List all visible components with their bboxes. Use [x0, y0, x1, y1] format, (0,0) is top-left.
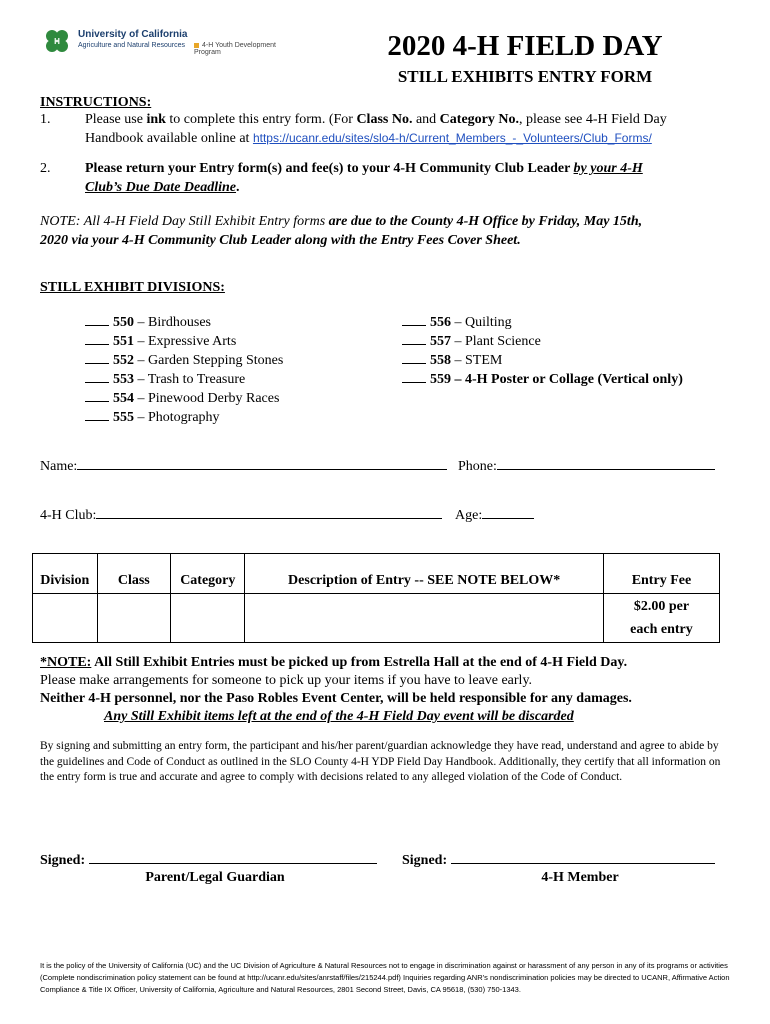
- checkbox-blank[interactable]: [85, 332, 109, 345]
- class-cell[interactable]: [97, 594, 171, 643]
- checkbox-blank[interactable]: [402, 332, 426, 345]
- division-555[interactable]: 555 – Photography: [85, 408, 283, 427]
- agreement-text: By signing and submitting an entry form, the participant and his/her parent/guardian acknowledge they have read, understand and agree to abide by the guidelines and Code of Conduct as outlined in the SLO County 4-H YDP Field Day Handbook. Additionally, they certify that all information on the entry form is true and accurate and agree to comply with decisions related to any alleged violation of the Code of Conduct.: [40, 740, 721, 783]
- division-553[interactable]: 553 – Trash to Treasure: [85, 370, 283, 389]
- checkbox-blank[interactable]: [85, 370, 109, 383]
- org-subname: Agriculture and Natural Resources: [78, 42, 185, 49]
- member-caption: 4-H Member: [541, 870, 619, 885]
- age-field[interactable]: [455, 504, 534, 525]
- checkbox-blank[interactable]: [402, 351, 426, 364]
- instruction-1: Please use ink to complete this entry form. (For Class No. and Category No., please see 4-H Field Day Handbook available online at https://ucanr.edu/sites/slo4-h/Current_Members_-_Volunteers/Club_Forms/: [85, 112, 667, 146]
- name-input-line[interactable]: [77, 455, 447, 470]
- instructions-heading: INSTRUCTIONS:: [40, 95, 152, 110]
- page-title: 2020 4-H FIELD DAY: [387, 30, 663, 62]
- division-557[interactable]: 557 – Plant Science: [402, 332, 683, 351]
- due-date-note: NOTE: All 4-H Field Day Still Exhibit Entry forms are due to the County 4-H Office by Friday, May 15th, 2020 via your 4-H Community Club Leader along with the Entry Fees Cover Sheet.: [40, 214, 643, 248]
- org-name: University of California: [78, 29, 188, 40]
- table-row: [33, 594, 720, 643]
- age-label: Age:: [455, 508, 483, 523]
- phone-field[interactable]: [458, 455, 715, 476]
- parent-caption: Parent/Legal Guardian: [145, 870, 285, 885]
- header-category: Category: [171, 554, 245, 594]
- division-cell[interactable]: [33, 594, 98, 643]
- division-550[interactable]: 550 – Birdhouses: [85, 313, 283, 332]
- pickup-notice: *NOTE: All Still Exhibit Entries must be picked up from Estrella Hall at the end of 4-H Field Day. Please make arrangements for someone to pick up your items if you have to leave early. Neither 4-H personnel, nor the Paso Robles Event Center, will be held responsible for any damages. Any Still Exhibit items left at the end of the 4-H Field Day event will be discarded: [40, 655, 632, 724]
- checkbox-blank[interactable]: [85, 389, 109, 402]
- header-division: Division: [33, 554, 98, 594]
- header-description: Description of Entry -- SEE NOTE BELOW*: [245, 554, 603, 594]
- nondiscrimination-footer: It is the policy of the University of California (UC) and the UC Division of Agriculture & Natural Resources not to engage in discrimination against or harassment of any person in any of its programs or activities (Complete nondiscrimination policy statement can be found at http://ucanr.edu/sites/anrstaff/files/215244.pdf) Inquiries regarding ANR’s nondiscrimination policies may be directed to UCANR, Affirmative Action Compliance & Title IX Officer, University of California, Agriculture and Natural Resources, 2801 Second Street, Davis, CA 95618, (530) 750-1343.: [40, 961, 730, 994]
- checkbox-blank[interactable]: [85, 351, 109, 364]
- divisions-left-list: [85, 313, 283, 427]
- club-field[interactable]: [40, 504, 442, 525]
- name-field[interactable]: [40, 455, 447, 476]
- club-input-line[interactable]: [96, 504, 442, 519]
- division-558[interactable]: 558 – STEM: [402, 351, 683, 370]
- parent-signature-line[interactable]: [89, 850, 377, 864]
- parent-signature-field[interactable]: Signed:: [40, 850, 377, 870]
- checkbox-blank[interactable]: [402, 313, 426, 326]
- division-554[interactable]: 554 – Pinewood Derby Races: [85, 389, 283, 408]
- program-name: 4-H Youth Development Program: [194, 42, 276, 56]
- phone-input-line[interactable]: [497, 455, 715, 470]
- page-subtitle: STILL EXHIBITS ENTRY FORM: [397, 67, 653, 86]
- instruction-2-number: 2.: [40, 161, 51, 176]
- member-signature-field[interactable]: Signed:: [402, 850, 715, 870]
- checkbox-blank[interactable]: [85, 313, 109, 326]
- handbook-link[interactable]: https://ucanr.edu/sites/slo4-h/Current_Members_-_Volunteers/Club_Forms/: [252, 131, 652, 145]
- instruction-1-number: 1.: [40, 112, 51, 127]
- category-cell[interactable]: [171, 594, 245, 643]
- four-leaf-clover-icon: [44, 28, 70, 54]
- club-label: 4-H Club:: [40, 508, 97, 523]
- phone-label: Phone:: [458, 459, 497, 474]
- entry-table: [32, 553, 720, 643]
- age-input-line[interactable]: [482, 504, 534, 519]
- uc-anr-logo: [44, 28, 294, 54]
- table-header-row: [33, 554, 720, 594]
- instruction-2: Please return your Entry form(s) and fee(s) to your 4-H Community Club Leader by your 4-H Club’s Due Date Deadline.: [85, 161, 643, 195]
- header-class: Class: [97, 554, 171, 594]
- divisions-right-list: [402, 313, 683, 389]
- division-556[interactable]: 556 – Quilting: [402, 313, 683, 332]
- divisions-heading: STILL EXHIBIT DIVISIONS:: [40, 280, 225, 295]
- member-signature-line[interactable]: [451, 850, 715, 864]
- division-551[interactable]: 551 – Expressive Arts: [85, 332, 283, 351]
- program-marker-icon: [194, 43, 199, 48]
- header-entry-fee: Entry Fee: [603, 554, 719, 594]
- checkbox-blank[interactable]: [85, 408, 109, 421]
- entry-fee-cell: $2.00 per each entry: [603, 594, 719, 643]
- division-559[interactable]: 559 – 4-H Poster or Collage (Vertical only): [402, 370, 683, 389]
- description-cell[interactable]: [245, 594, 603, 643]
- name-label: Name:: [40, 459, 78, 474]
- svg-text:H: H: [54, 37, 60, 46]
- division-552[interactable]: 552 – Garden Stepping Stones: [85, 351, 283, 370]
- checkbox-blank[interactable]: [402, 370, 426, 383]
